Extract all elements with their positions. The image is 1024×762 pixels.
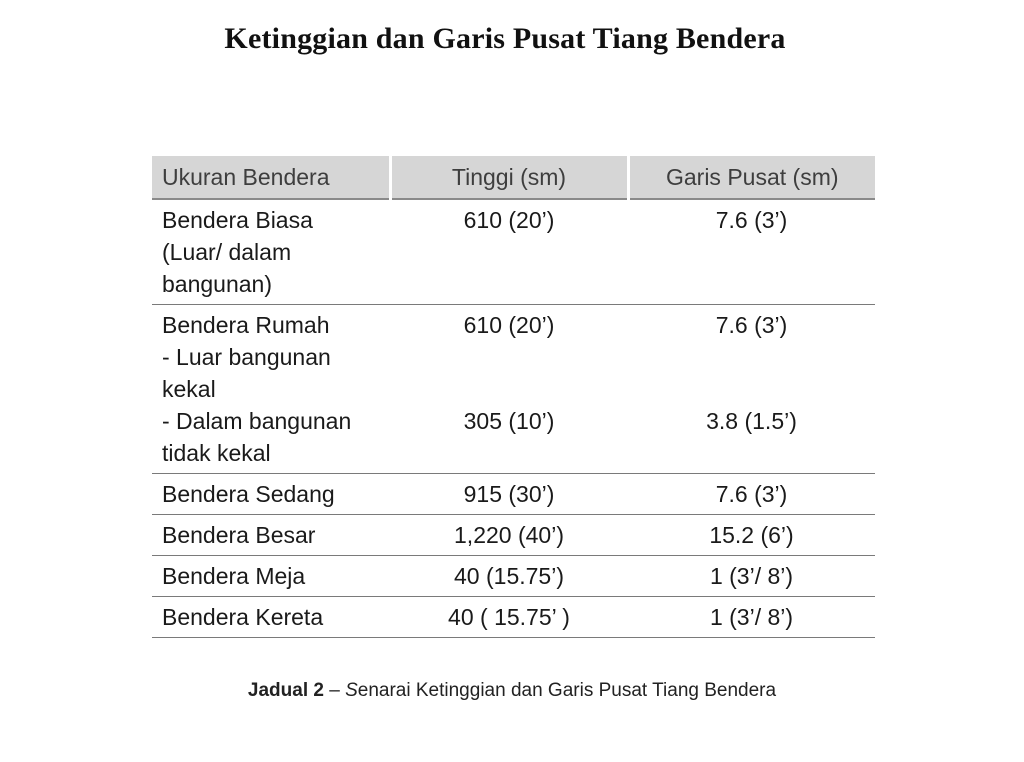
table-row bbox=[152, 597, 875, 638]
table-header bbox=[152, 156, 875, 199]
header-ukuran-bendera: Ukuran Bendera bbox=[152, 156, 390, 199]
cell-label: Bendera Kereta bbox=[152, 597, 390, 638]
cell-text: 7.6 (3’) bbox=[715, 207, 788, 233]
table-row bbox=[152, 556, 875, 597]
flagpole-table-container bbox=[152, 156, 875, 638]
cell-garis-pusat: 1 (3’/ 8’) bbox=[628, 556, 875, 597]
cell-tinggi bbox=[390, 199, 628, 305]
cell-tinggi: 915 (30’) bbox=[390, 474, 628, 515]
cell-label bbox=[152, 199, 390, 305]
cell-text: Bendera Rumah bbox=[162, 312, 330, 338]
cell-text: kekal bbox=[162, 376, 216, 402]
cell-text: (Luar/ dalam bbox=[162, 239, 292, 265]
caption-prefix: Jadual 2 bbox=[247, 680, 324, 701]
cell-text: 610 (20’) bbox=[463, 312, 555, 338]
cell-label: Bendera Sedang bbox=[152, 474, 390, 515]
cell-label: Bendera Besar bbox=[152, 515, 390, 556]
table-header-row bbox=[152, 156, 875, 199]
cell-garis-pusat: 15.2 (6’) bbox=[628, 515, 875, 556]
cell-tinggi bbox=[390, 305, 628, 474]
header-garis-pusat: Garis Pusat (sm) bbox=[628, 156, 875, 199]
cell-label: Bendera Meja bbox=[152, 556, 390, 597]
cell-text: 305 (10’) bbox=[463, 408, 555, 434]
table-caption bbox=[0, 680, 1024, 702]
cell-tinggi: 1,220 (40’) bbox=[390, 515, 628, 556]
caption-dash: – bbox=[323, 680, 346, 701]
cell-text: tidak kekal bbox=[162, 440, 271, 466]
cell-text: bangunan) bbox=[162, 271, 272, 297]
table-row bbox=[152, 474, 875, 515]
table-row bbox=[152, 305, 875, 474]
cell-text: - Luar bangunan bbox=[162, 344, 331, 370]
cell-text: 7.6 (3’) bbox=[715, 312, 788, 338]
table-row bbox=[152, 199, 875, 305]
header-tinggi: Tinggi (sm) bbox=[390, 156, 628, 199]
caption-text: enarai Ketinggian dan Garis Pusat Tiang Bendera bbox=[357, 680, 777, 701]
cell-garis-pusat bbox=[628, 199, 875, 305]
caption-first-letter: S bbox=[345, 680, 358, 701]
cell-text: - Dalam bangunan bbox=[162, 408, 352, 434]
cell-text: 3.8 (1.5’) bbox=[706, 408, 797, 434]
table-body bbox=[152, 199, 875, 638]
cell-text: 610 (20’) bbox=[463, 207, 555, 233]
page-title: Ketinggian dan Garis Pusat Tiang Bendera bbox=[224, 22, 786, 55]
table-row bbox=[152, 515, 875, 556]
flagpole-table bbox=[152, 156, 875, 638]
cell-garis-pusat: 1 (3’/ 8’) bbox=[628, 597, 875, 638]
cell-text: Bendera Biasa bbox=[162, 207, 313, 233]
cell-tinggi: 40 (15.75’) bbox=[390, 556, 628, 597]
cell-garis-pusat: 7.6 (3’) bbox=[628, 474, 875, 515]
cell-garis-pusat bbox=[628, 305, 875, 474]
cell-label bbox=[152, 305, 390, 474]
cell-tinggi: 40 ( 15.75’ ) bbox=[390, 597, 628, 638]
